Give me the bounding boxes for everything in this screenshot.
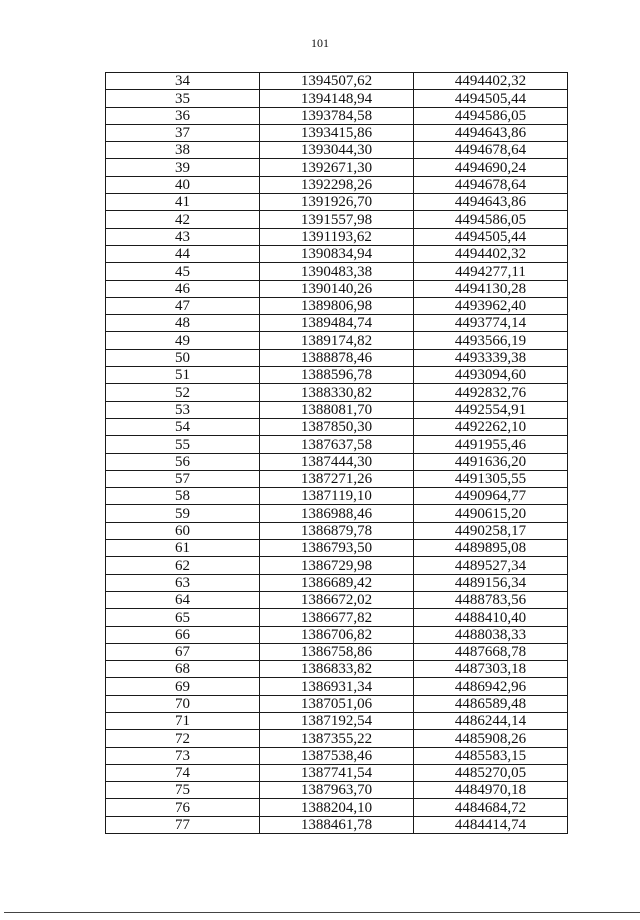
table-row	[106, 401, 568, 418]
x-coordinate-cell: 1388461,78	[260, 816, 414, 833]
table-row	[106, 747, 568, 764]
table-row	[106, 263, 568, 280]
x-coordinate-cell: 1390140,26	[260, 280, 414, 297]
table-row	[106, 626, 568, 643]
x-coordinate-cell: 1394507,62	[260, 73, 414, 90]
table-row	[106, 73, 568, 90]
point-number-cell: 40	[106, 176, 260, 193]
table-row	[106, 228, 568, 245]
y-coordinate-cell: 4491955,46	[414, 436, 568, 453]
x-coordinate-cell: 1386677,82	[260, 609, 414, 626]
table-row	[106, 159, 568, 176]
y-coordinate-cell: 4494586,05	[414, 211, 568, 228]
point-number-cell: 52	[106, 384, 260, 401]
table-row	[106, 124, 568, 141]
table-row	[106, 367, 568, 384]
point-number-cell: 41	[106, 194, 260, 211]
y-coordinate-cell: 4490258,17	[414, 522, 568, 539]
y-coordinate-cell: 4485270,05	[414, 764, 568, 781]
y-coordinate-cell: 4486244,14	[414, 712, 568, 729]
point-number-cell: 49	[106, 332, 260, 349]
y-coordinate-cell: 4494402,32	[414, 73, 568, 90]
point-number-cell: 37	[106, 124, 260, 141]
point-number-cell: 58	[106, 488, 260, 505]
table-row	[106, 678, 568, 695]
y-coordinate-cell: 4494643,86	[414, 124, 568, 141]
x-coordinate-cell: 1386672,02	[260, 591, 414, 608]
point-number-cell: 35	[106, 90, 260, 107]
table-row	[106, 557, 568, 574]
table-row	[106, 522, 568, 539]
y-coordinate-cell: 4493094,60	[414, 367, 568, 384]
point-number-cell: 57	[106, 470, 260, 487]
table-row	[106, 470, 568, 487]
y-coordinate-cell: 4484970,18	[414, 782, 568, 799]
y-coordinate-cell: 4493566,19	[414, 332, 568, 349]
y-coordinate-cell: 4494678,64	[414, 176, 568, 193]
table-row	[106, 245, 568, 262]
y-coordinate-cell: 4492832,76	[414, 384, 568, 401]
x-coordinate-cell: 1387444,30	[260, 453, 414, 470]
x-coordinate-cell: 1387850,30	[260, 418, 414, 435]
y-coordinate-cell: 4494643,86	[414, 194, 568, 211]
table-row	[106, 540, 568, 557]
x-coordinate-cell: 1388081,70	[260, 401, 414, 418]
x-coordinate-cell: 1388596,78	[260, 367, 414, 384]
x-coordinate-cell: 1389174,82	[260, 332, 414, 349]
point-number-cell: 54	[106, 418, 260, 435]
x-coordinate-cell: 1392298,26	[260, 176, 414, 193]
x-coordinate-cell: 1387963,70	[260, 782, 414, 799]
point-number-cell: 71	[106, 712, 260, 729]
y-coordinate-cell: 4485908,26	[414, 730, 568, 747]
point-number-cell: 63	[106, 574, 260, 591]
x-coordinate-cell: 1387355,22	[260, 730, 414, 747]
x-coordinate-cell: 1386729,98	[260, 557, 414, 574]
table-row	[106, 349, 568, 366]
x-coordinate-cell: 1387637,58	[260, 436, 414, 453]
point-number-cell: 69	[106, 678, 260, 695]
point-number-cell: 68	[106, 661, 260, 678]
table-row	[106, 107, 568, 124]
point-number-cell: 61	[106, 540, 260, 557]
y-coordinate-cell: 4488038,33	[414, 626, 568, 643]
point-number-cell: 39	[106, 159, 260, 176]
x-coordinate-cell: 1389484,74	[260, 315, 414, 332]
x-coordinate-cell: 1387051,06	[260, 695, 414, 712]
x-coordinate-cell: 1386689,42	[260, 574, 414, 591]
y-coordinate-cell: 4488410,40	[414, 609, 568, 626]
x-coordinate-cell: 1393784,58	[260, 107, 414, 124]
page-bottom-rule	[4, 912, 640, 913]
point-number-cell: 62	[106, 557, 260, 574]
point-number-cell: 67	[106, 643, 260, 660]
x-coordinate-cell: 1389806,98	[260, 297, 414, 314]
point-number-cell: 77	[106, 816, 260, 833]
table-row	[106, 436, 568, 453]
table-row	[106, 176, 568, 193]
point-number-cell: 48	[106, 315, 260, 332]
point-number-cell: 64	[106, 591, 260, 608]
x-coordinate-cell: 1386931,34	[260, 678, 414, 695]
y-coordinate-cell: 4494402,32	[414, 245, 568, 262]
table-row	[106, 488, 568, 505]
y-coordinate-cell: 4490615,20	[414, 505, 568, 522]
y-coordinate-cell: 4484414,74	[414, 816, 568, 833]
y-coordinate-cell: 4493339,38	[414, 349, 568, 366]
point-number-cell: 53	[106, 401, 260, 418]
point-number-cell: 51	[106, 367, 260, 384]
table-row	[106, 211, 568, 228]
x-coordinate-cell: 1392671,30	[260, 159, 414, 176]
point-number-cell: 59	[106, 505, 260, 522]
y-coordinate-cell: 4486589,48	[414, 695, 568, 712]
x-coordinate-cell: 1388878,46	[260, 349, 414, 366]
table-row	[106, 332, 568, 349]
point-number-cell: 74	[106, 764, 260, 781]
point-number-cell: 34	[106, 73, 260, 90]
point-number-cell: 42	[106, 211, 260, 228]
table-row	[106, 142, 568, 159]
x-coordinate-cell: 1386758,86	[260, 643, 414, 660]
point-number-cell: 47	[106, 297, 260, 314]
page-number: 101	[311, 36, 329, 50]
x-coordinate-cell: 1387271,26	[260, 470, 414, 487]
table-row	[106, 384, 568, 401]
point-number-cell: 46	[106, 280, 260, 297]
table-row	[106, 609, 568, 626]
x-coordinate-cell: 1387538,46	[260, 747, 414, 764]
y-coordinate-cell: 4493774,14	[414, 315, 568, 332]
y-coordinate-cell: 4492262,10	[414, 418, 568, 435]
table-row	[106, 782, 568, 799]
y-coordinate-cell: 4486942,96	[414, 678, 568, 695]
y-coordinate-cell: 4485583,15	[414, 747, 568, 764]
table-row	[106, 453, 568, 470]
point-number-cell: 44	[106, 245, 260, 262]
point-number-cell: 36	[106, 107, 260, 124]
point-number-cell: 66	[106, 626, 260, 643]
point-number-cell: 60	[106, 522, 260, 539]
table-row	[106, 315, 568, 332]
x-coordinate-cell: 1394148,94	[260, 90, 414, 107]
coordinates-table-body	[106, 73, 568, 834]
point-number-cell: 73	[106, 747, 260, 764]
y-coordinate-cell: 4494690,24	[414, 159, 568, 176]
y-coordinate-cell: 4494586,05	[414, 107, 568, 124]
x-coordinate-cell: 1390483,38	[260, 263, 414, 280]
table-row	[106, 816, 568, 833]
point-number-cell: 75	[106, 782, 260, 799]
y-coordinate-cell: 4494505,44	[414, 228, 568, 245]
table-row	[106, 297, 568, 314]
table-row	[106, 799, 568, 816]
table-row	[106, 194, 568, 211]
table-row	[106, 505, 568, 522]
table-row	[106, 643, 568, 660]
y-coordinate-cell: 4491636,20	[414, 453, 568, 470]
point-number-cell: 65	[106, 609, 260, 626]
y-coordinate-cell: 4492554,91	[414, 401, 568, 418]
x-coordinate-cell: 1387741,54	[260, 764, 414, 781]
table-row	[106, 712, 568, 729]
x-coordinate-cell: 1393044,30	[260, 142, 414, 159]
x-coordinate-cell: 1387119,10	[260, 488, 414, 505]
table-row	[106, 280, 568, 297]
y-coordinate-cell: 4487668,78	[414, 643, 568, 660]
y-coordinate-cell: 4487303,18	[414, 661, 568, 678]
point-number-cell: 56	[106, 453, 260, 470]
y-coordinate-cell: 4489156,34	[414, 574, 568, 591]
y-coordinate-cell: 4494130,28	[414, 280, 568, 297]
point-number-cell: 70	[106, 695, 260, 712]
x-coordinate-cell: 1386706,82	[260, 626, 414, 643]
table-row	[106, 574, 568, 591]
y-coordinate-cell: 4494505,44	[414, 90, 568, 107]
y-coordinate-cell: 4489895,08	[414, 540, 568, 557]
x-coordinate-cell: 1387192,54	[260, 712, 414, 729]
x-coordinate-cell: 1388204,10	[260, 799, 414, 816]
table-row	[106, 90, 568, 107]
x-coordinate-cell: 1391557,98	[260, 211, 414, 228]
table-row	[106, 764, 568, 781]
table-row	[106, 591, 568, 608]
y-coordinate-cell: 4488783,56	[414, 591, 568, 608]
table-row	[106, 695, 568, 712]
point-number-cell: 38	[106, 142, 260, 159]
coordinates-table	[105, 72, 568, 834]
point-number-cell: 72	[106, 730, 260, 747]
y-coordinate-cell: 4490964,77	[414, 488, 568, 505]
table-row	[106, 730, 568, 747]
y-coordinate-cell: 4493962,40	[414, 297, 568, 314]
table-row	[106, 418, 568, 435]
x-coordinate-cell: 1391193,62	[260, 228, 414, 245]
x-coordinate-cell: 1388330,82	[260, 384, 414, 401]
point-number-cell: 50	[106, 349, 260, 366]
table-row	[106, 661, 568, 678]
x-coordinate-cell: 1390834,94	[260, 245, 414, 262]
y-coordinate-cell: 4489527,34	[414, 557, 568, 574]
point-number-cell: 55	[106, 436, 260, 453]
y-coordinate-cell: 4494678,64	[414, 142, 568, 159]
x-coordinate-cell: 1386988,46	[260, 505, 414, 522]
point-number-cell: 45	[106, 263, 260, 280]
y-coordinate-cell: 4484684,72	[414, 799, 568, 816]
point-number-cell: 43	[106, 228, 260, 245]
x-coordinate-cell: 1386793,50	[260, 540, 414, 557]
x-coordinate-cell: 1386879,78	[260, 522, 414, 539]
x-coordinate-cell: 1391926,70	[260, 194, 414, 211]
point-number-cell: 76	[106, 799, 260, 816]
x-coordinate-cell: 1386833,82	[260, 661, 414, 678]
y-coordinate-cell: 4491305,55	[414, 470, 568, 487]
x-coordinate-cell: 1393415,86	[260, 124, 414, 141]
y-coordinate-cell: 4494277,11	[414, 263, 568, 280]
